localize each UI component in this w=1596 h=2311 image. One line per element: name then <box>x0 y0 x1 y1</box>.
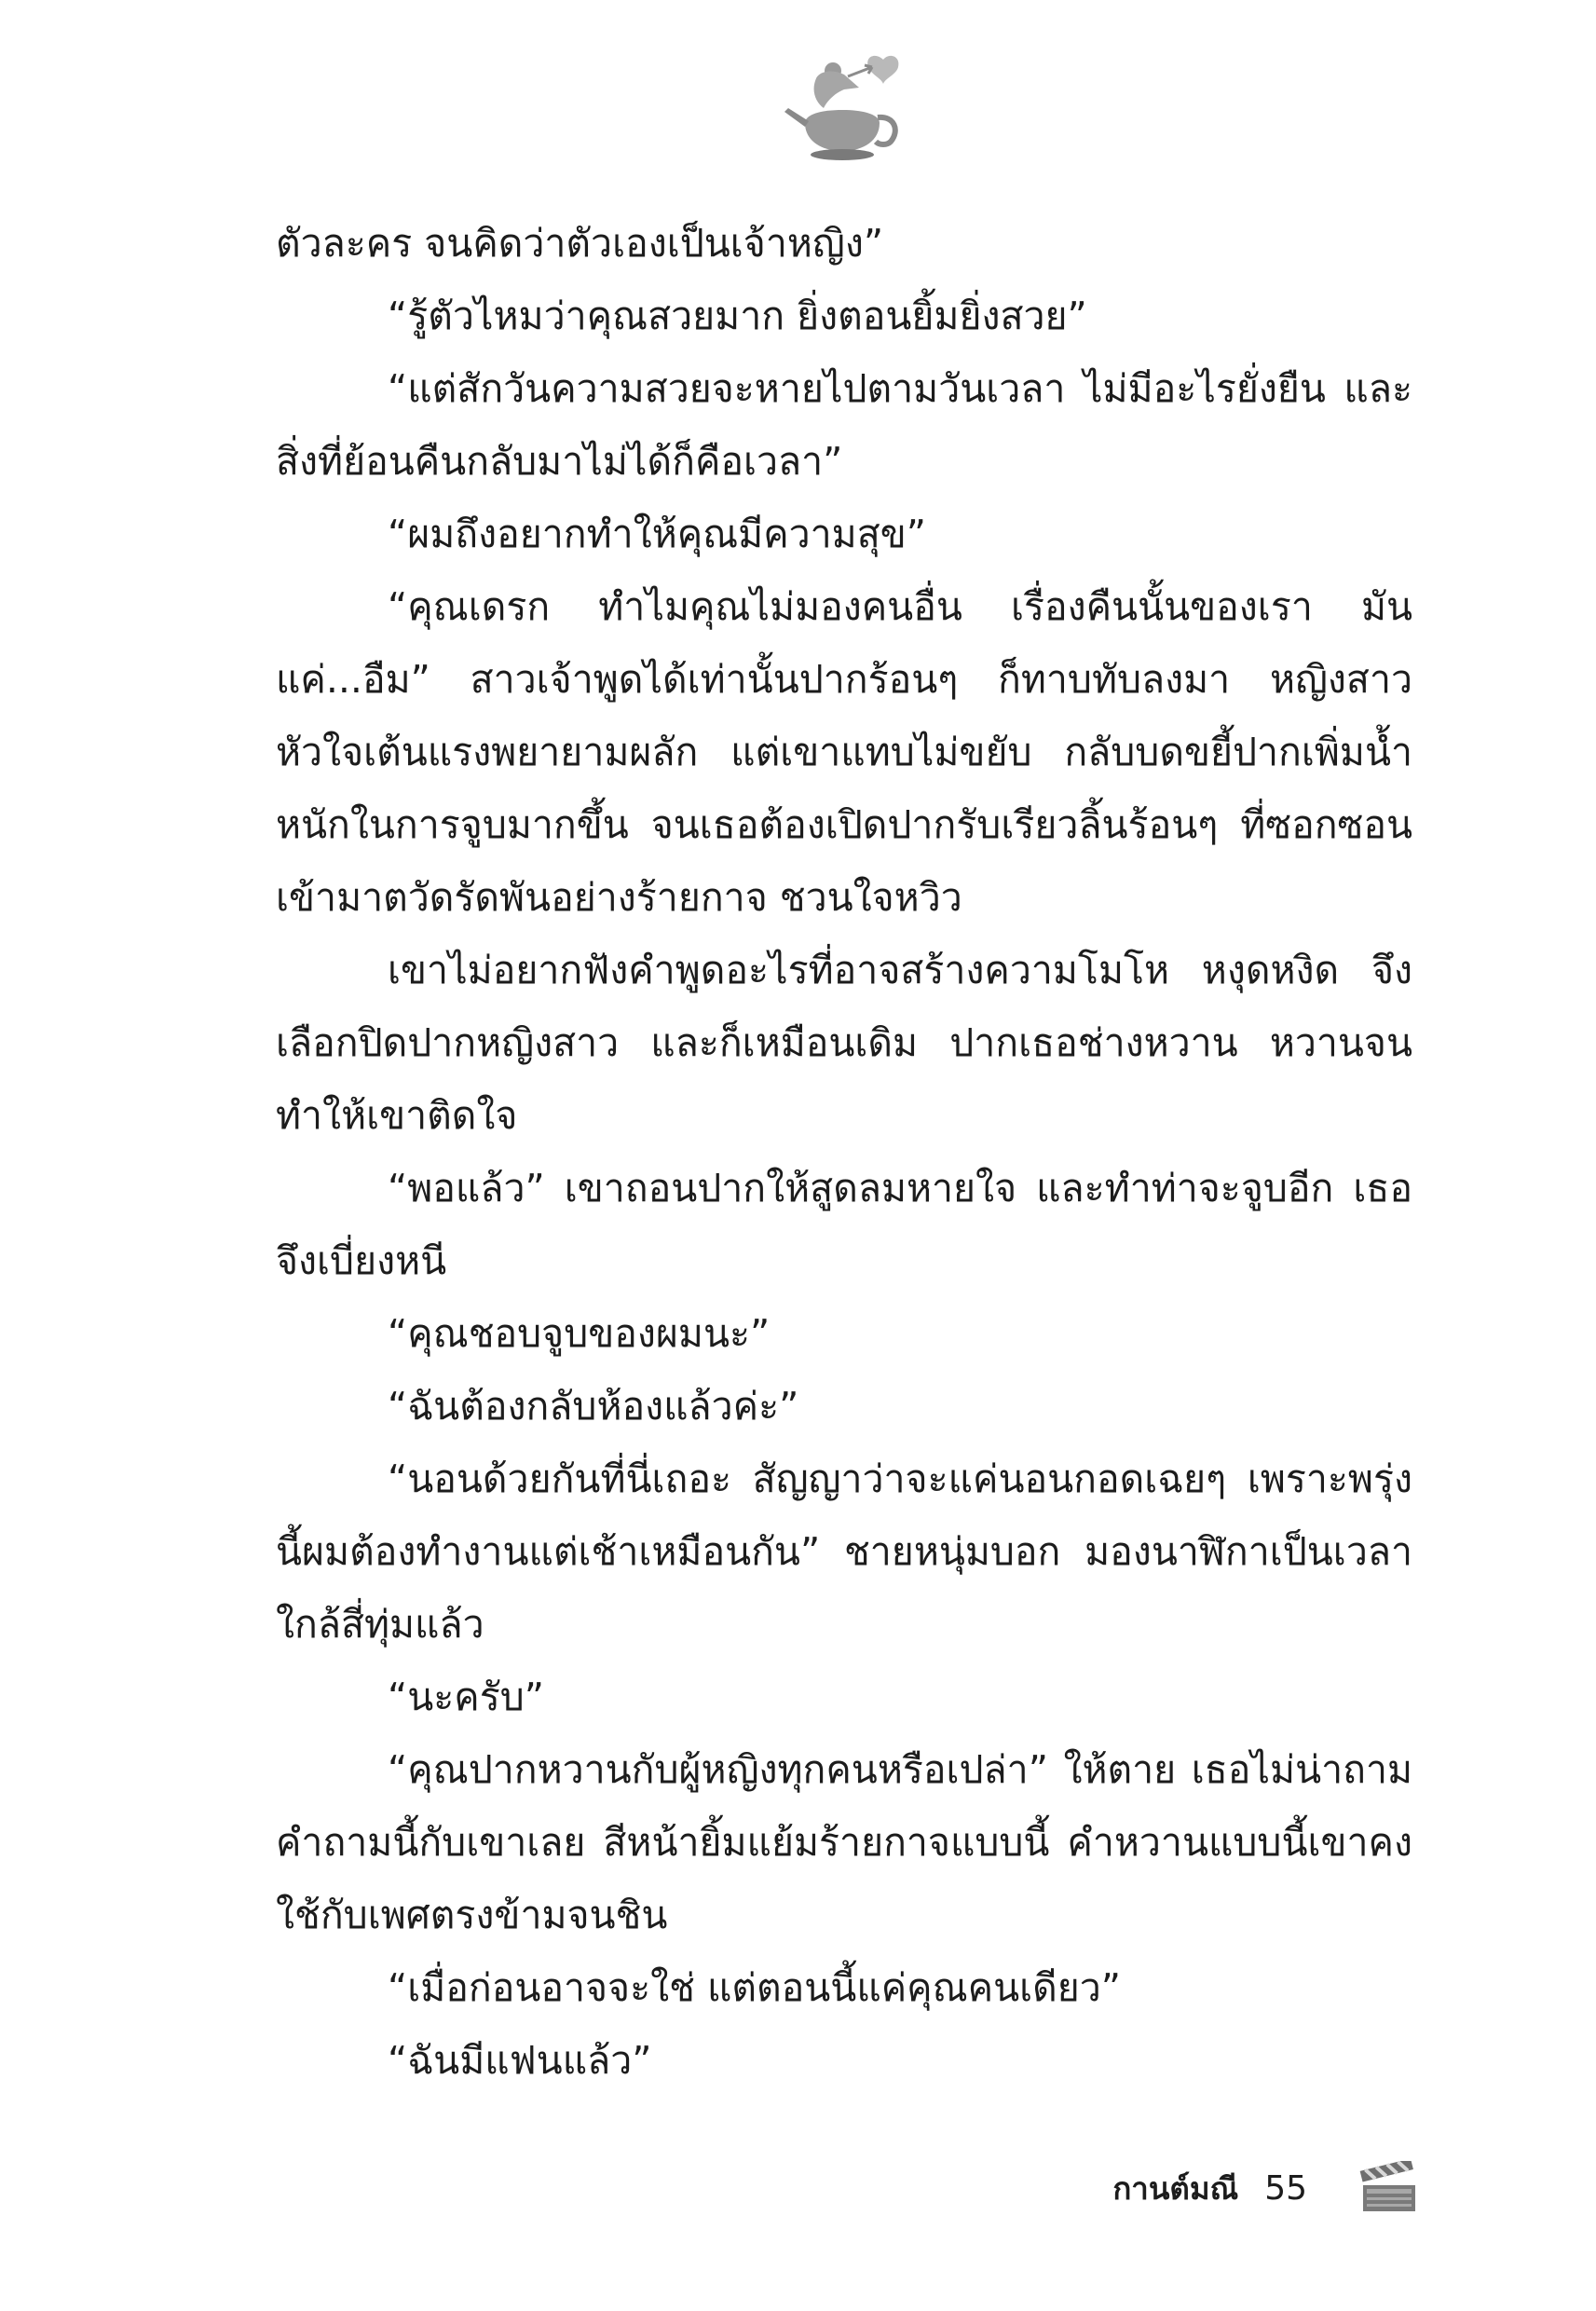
page-number: 55 <box>1264 2168 1307 2208</box>
paragraph: “พอแล้ว” เขาถอนปากให้สูดลมหายใจ และทำท่าจะจูบอีก เธอจึงเบี่ยงหนี <box>276 1166 1412 1283</box>
paragraph: ตัวละคร จนคิดว่าตัวเองเป็นเจ้าหญิง” <box>276 221 884 266</box>
paragraph: “นอนด้วยกันที่นี่เถอะ สัญญาว่าจะแค่นอนกอดเฉยๆ เพราะพรุ่งนี้ผมต้องทำงานแต่เช้าเหมือนกัน” ชายหนุ่มบอก มองนาฬิกาเป็นเวลาใกล้สี่ทุ่มแล้ว <box>276 1456 1412 1647</box>
paragraph: “นะครับ” <box>388 1675 545 1719</box>
paragraph: “คุณปากหวานกับผู้หญิงทุกคนหรือเปล่า” ให้ตาย เธอไม่น่าถามคำถามนี้กับเขาเลย สีหน้ายิ้มแย้มร้ายกาจแบบนี้ คำหวานแบบนี้เขาคงใช้กับเพศตรงข้ามจนชิน <box>276 1747 1412 1937</box>
paragraph: “คุณชอบจูบของผมนะ” <box>388 1311 771 1356</box>
paragraph: “แต่สักวันความสวยจะหายไปตามวันเวลา ไม่มีอะไรยั่งยืน และสิ่งที่ย้อนคืนกลับมาไม่ได้ก็คือเวลา” <box>276 366 1412 484</box>
body-text <box>276 207 1412 2097</box>
paragraph: “เมื่อก่อนอาจจะใช่ แต่ตอนนี้แค่คุณคนเดียว” <box>388 1965 1122 2010</box>
paragraph: “ฉันต้องกลับห้องแล้วค่ะ” <box>388 1384 799 1429</box>
film-clapperboard-icon <box>1359 2161 1419 2215</box>
paragraph: “ฉันมีแฟนแล้ว” <box>388 2038 652 2083</box>
paragraph: เขาไม่อยากฟังคำพูดอะไรที่อาจสร้างความโมโห หงุดหงิด จึงเลือกปิดปากหญิงสาว และก็เหมือนเดิม ปากเธอช่างหวาน หวานจนทำให้เขาติดใจ <box>276 948 1412 1138</box>
paragraph: “ผมถึงอยากทำให้คุณมีความสุข” <box>388 512 927 556</box>
paragraph: “รู้ตัวไหมว่าคุณสวยมาก ยิ่งตอนยิ้มยิ่งสวย” <box>388 294 1087 338</box>
page-footer <box>1112 2160 1419 2216</box>
book-title: กานต์มณี <box>1112 2169 1239 2207</box>
teapot-cupid-icon <box>779 50 909 167</box>
paragraph: “คุณเดรก ทำไมคุณไม่มองคนอื่น เรื่องคืนนั้นของเรา มันแค่...อืม” สาวเจ้าพูดได้เท่านั้นปากร้อนๆ ก็ทาบทับลงมา หญิงสาวหัวใจเต้นแรงพยายามผลัก แต่เขาแทบไม่ขยับ กลับบดขยี้ปากเพิ่มน้ำหนักในการจูบมากขึ้น จนเธอต้องเปิดปากรับเรียวลิ้นร้อนๆ ที่ซอกซอนเข้ามาตวัดรัดพันอย่างร้ายกาจ ชวนใจหวิว <box>276 584 1412 920</box>
